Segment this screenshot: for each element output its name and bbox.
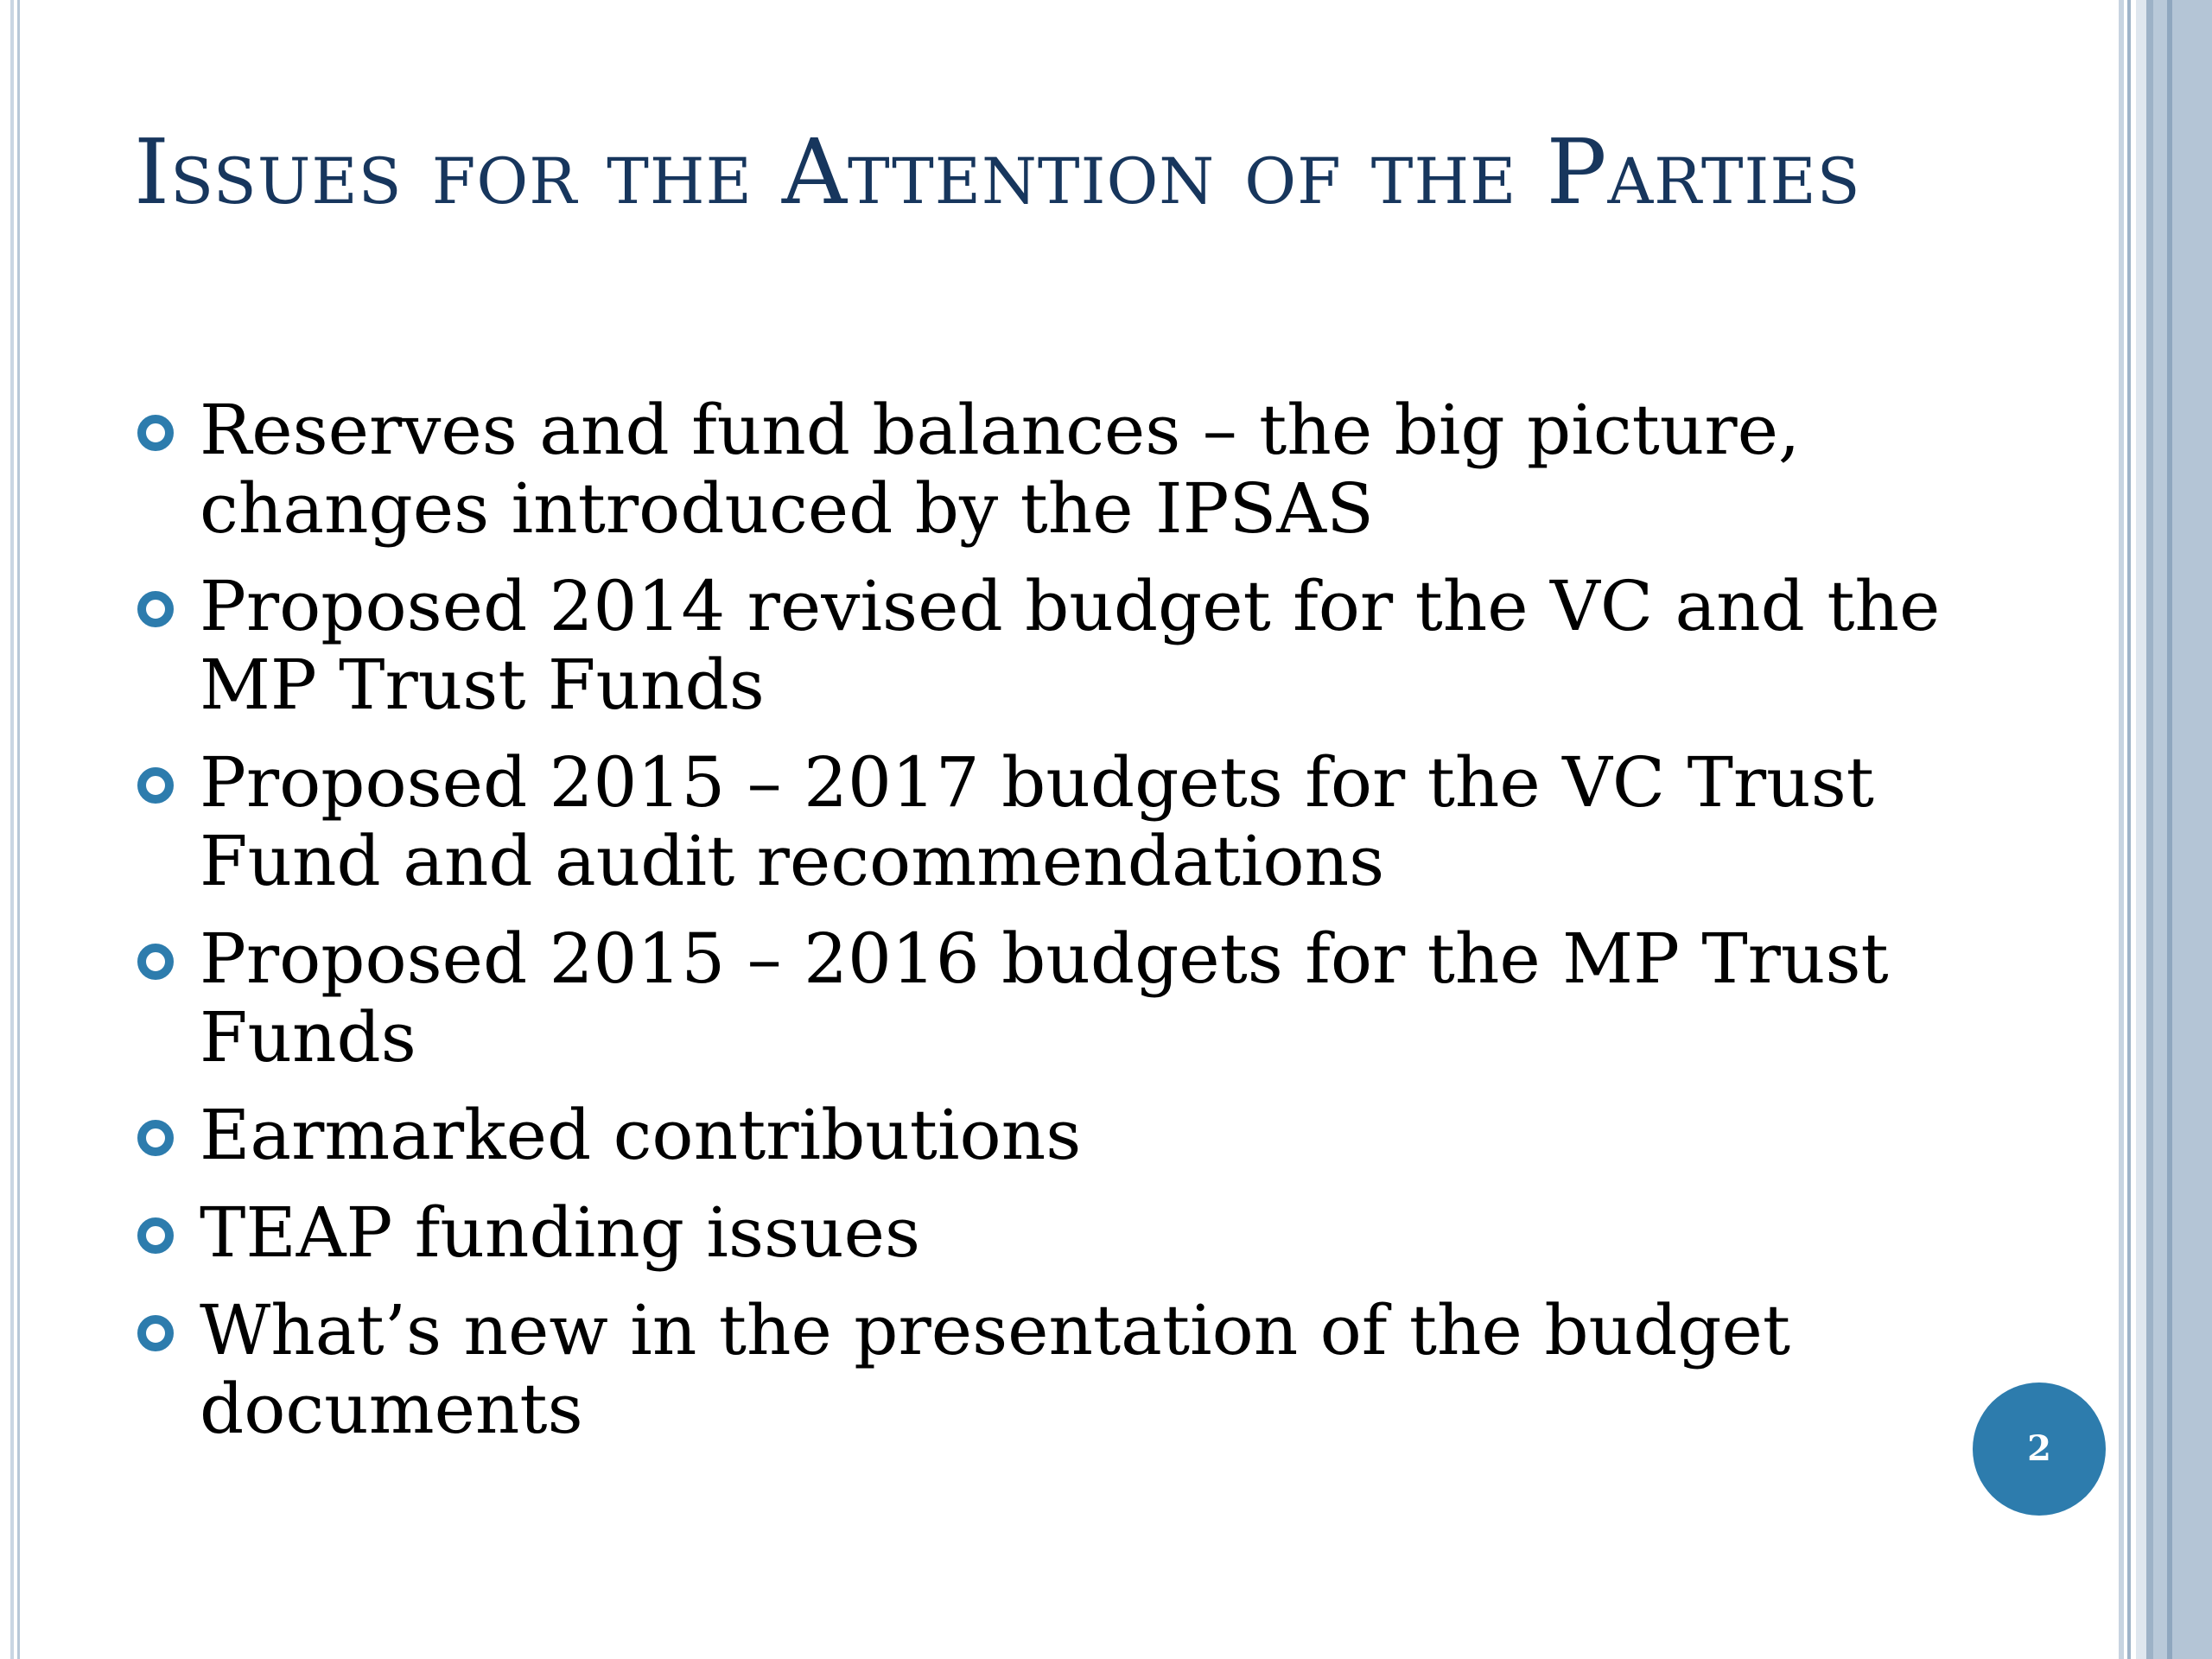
- bullet-list: [134, 391, 1992, 1467]
- bullet-text: What’s new in the presentation of the budget documents: [200, 1290, 1790, 1449]
- bullet-text: TEAP funding issues: [200, 1192, 921, 1273]
- bullet-item: [134, 743, 1992, 900]
- bullet-text: Proposed 2015 – 2016 budgets for the MP Trust Funds: [200, 918, 1889, 1077]
- left-border-stripe: [10, 0, 14, 1659]
- hollow-circle-bullet-icon: [137, 944, 174, 980]
- bullet-item: [134, 1193, 1992, 1272]
- hollow-circle-bullet-icon: [137, 415, 174, 451]
- bullet-text: Earmarked contributions: [200, 1095, 1082, 1175]
- right-band-stripe: [2119, 0, 2124, 1659]
- right-band-stripe: [2136, 0, 2146, 1659]
- slide-title: Issues for the Attention of the Parties: [134, 119, 1861, 225]
- bullet-text: Reserves and fund balances – the big picture, changes introduced by the IPSAS: [200, 390, 1801, 549]
- hollow-circle-bullet-icon: [137, 1315, 174, 1351]
- bullet-item: [134, 919, 1992, 1077]
- hollow-circle-bullet-icon: [137, 1120, 174, 1156]
- bullet-item: [134, 1096, 1992, 1174]
- hollow-circle-bullet-icon: [137, 767, 174, 804]
- right-band-stripe: [2146, 0, 2153, 1659]
- right-band-stripe: [2127, 0, 2131, 1659]
- bullet-item: [134, 1291, 1992, 1448]
- bullet-text: Proposed 2015 – 2017 budgets for the VC Trust Fund and audit recommendations: [200, 742, 1874, 901]
- right-band-stripe: [2172, 0, 2212, 1659]
- left-border-stripe-inner: [17, 0, 20, 1659]
- bullet-text: Proposed 2014 revised budget for the VC and the MP Trust Funds: [200, 566, 1941, 725]
- hollow-circle-bullet-icon: [137, 1217, 174, 1254]
- bullet-item: [134, 391, 1992, 548]
- hollow-circle-bullet-icon: [137, 591, 174, 627]
- bullet-item: [134, 567, 1992, 724]
- page-number-badge: 2: [1973, 1382, 2106, 1516]
- right-band-stripe: [2153, 0, 2167, 1659]
